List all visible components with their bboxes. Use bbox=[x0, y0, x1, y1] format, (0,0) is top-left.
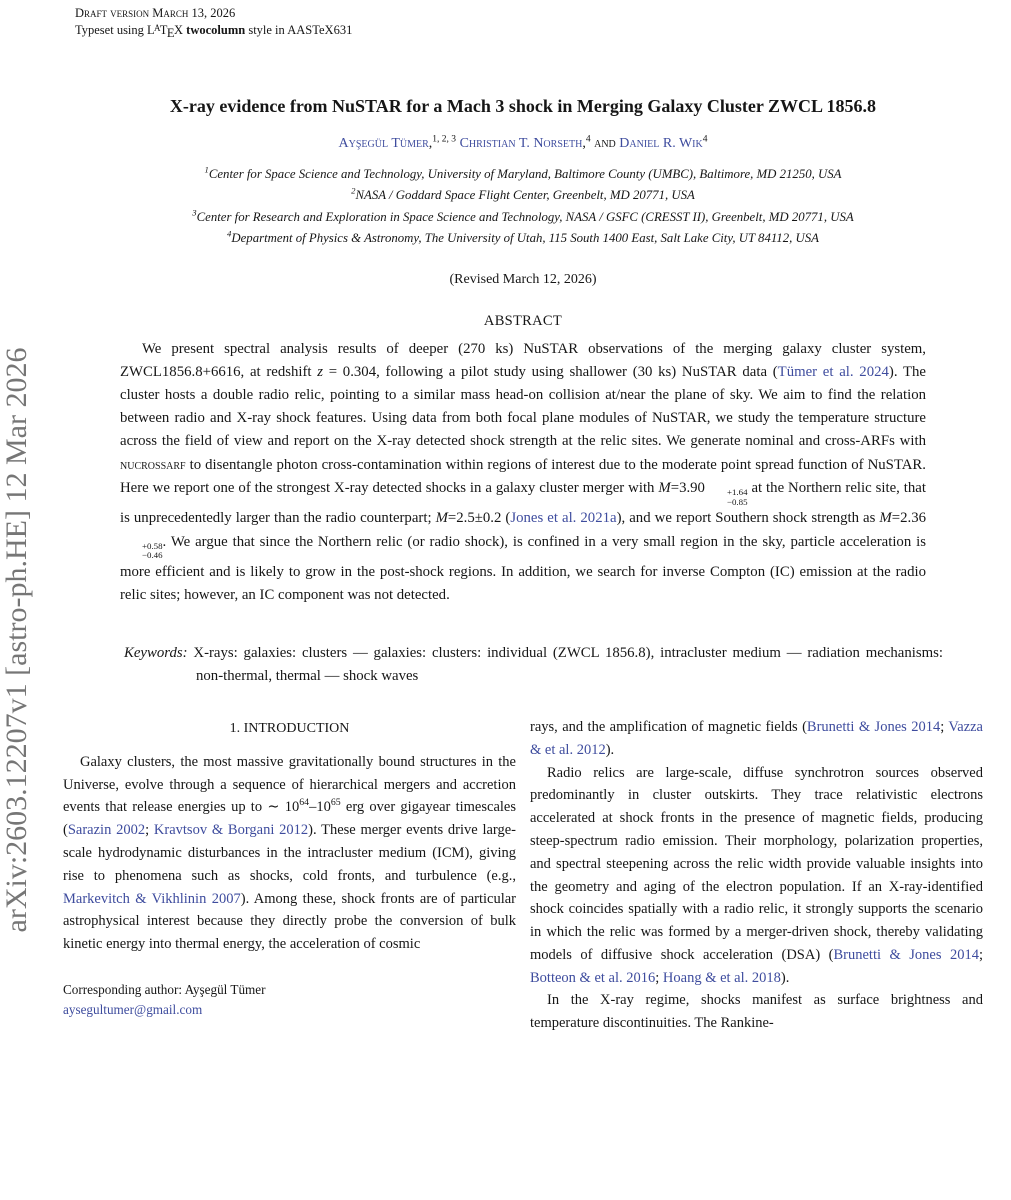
affiliation: $^4$Department of Physics & Astronomy, The University of Utah, 115 South 1400 East, Salt Lake City, UT 84112, USA bbox=[227, 228, 819, 245]
keywords-text: X-rays: galaxies: clusters — galaxies: clusters: individual (ZWCL 1856.8), intracluster medium — radiation mechanisms: non-thermal, thermal — shock waves bbox=[187, 644, 943, 684]
author-link-wik[interactable]: Daniel R. Wik bbox=[619, 135, 703, 151]
revised-date: (Revised March 12, 2026) bbox=[449, 271, 597, 287]
author-list: Ayşegül Tümer,$^{1, 2, 3}$ Christian T. Norseth,$^4$ and Daniel R. Wik$^4$ bbox=[338, 133, 708, 151]
email-link[interactable]: aysegultumer@gmail.com bbox=[63, 1001, 203, 1017]
citation-link[interactable]: Hoang & et al. 2018 bbox=[662, 969, 781, 986]
two-column-body bbox=[63, 716, 983, 1035]
column-left bbox=[63, 716, 516, 1035]
abstract-text: We present spectral analysis results of deeper (270 ks) NuSTAR observations of the merging galaxy cluster system, ZWCL1856.8+6616, at redshift z = 0.304, following a pilot study using shallower (30 ks) NuSTAR data (Tümer et al. 2024). The cluster hosts a double radio relic, pointing to a similar mass head-on collision at/near the plane of sky. We aim to find the relation between radio and X-ray shock features. Using data from both focal plane modules of NuSTAR, we study the temperature structure across the field of view and report on the X-ray detected shock strength at the relic sites. We generate nominal and cross-ARFs with nucrossarf to disentangle photon cross-contamination within regions of interest due to the moderate point spread function of NuSTAR. Here we report one of the strongest X-ray detected shocks in a galaxy cluster merger with M=3.90 +1.64 −0.85 at the Northern relic site, that is unprecedentedly larger than the radio counterpart; M=2.5±0.2 (Jones et al. 2021a), and we report Southern shock strength as M=2.36 +0.58 −0.46 . We argue that since the Northern relic (or radio shock), is confined in a very small region in the sky, particle acceleration is more efficient and is likely to grow in the post-shock regions. In addition, we search for inverse Compton (IC) emission at the radio relic sites; however, an IC component was not detected. bbox=[120, 340, 926, 604]
affiliation-list bbox=[63, 164, 983, 250]
citation-link[interactable]: Sarazin 2002 bbox=[67, 822, 146, 839]
keywords-label: Keywords: bbox=[124, 644, 188, 661]
citation-link[interactable]: Vazza & et al. 2012 bbox=[530, 718, 983, 758]
citation-link[interactable]: Botteon & et al. 2016 bbox=[530, 969, 656, 986]
citation-link[interactable]: Brunetti & Jones 2014 bbox=[833, 946, 979, 963]
draft-header bbox=[75, 5, 983, 42]
intro-paragraph-right-3: In the X-ray regime, shocks manifest as surface brightness and temperature discontinuities. The Rankine- bbox=[530, 992, 983, 1032]
paper-title: X-ray evidence from NuSTAR for a Mach 3 shock in Merging Galaxy Cluster ZWCL 1856.8 bbox=[169, 95, 877, 116]
author-link-norseth[interactable]: Christian T. Norseth bbox=[459, 135, 583, 151]
author-link-tumer[interactable]: Ayşegül Tümer bbox=[338, 135, 429, 151]
column-right bbox=[530, 716, 983, 1035]
paper-content bbox=[63, 0, 983, 1035]
typeset-line: Typeset using $L^ATEX$ twocolumn style in AASTeX631 bbox=[75, 22, 353, 40]
citation-link[interactable]: Kravtsov & Borgani 2012 bbox=[153, 822, 309, 839]
keywords-block bbox=[124, 642, 943, 688]
citation-link[interactable]: Brunetti & Jones 2014 bbox=[806, 718, 941, 735]
draft-version-line: Draft version March 13, 2026 bbox=[75, 6, 236, 20]
footnote bbox=[63, 980, 516, 1020]
corresponding-author: Corresponding author: Ayşegül Tümer bbox=[63, 981, 266, 997]
affiliation: $^3$Center for Research and Exploration in Space Science and Technology, NASA / GSFC (CRESST II), Greenbelt, MD 20771, USA bbox=[192, 207, 854, 224]
citation-link[interactable]: Tümer et al. 2024 bbox=[777, 363, 889, 380]
intro-paragraph-left: Galaxy clusters, the most massive gravitationally bound structures in the Universe, evolve through a sequence of hierarchical mergers and accretion events that release energies up to ∼ $10^{64}-10^{65}$ erg over gigayear timescales (Sarazin 2002; Kravtsov & Borgani 2012). These merger events drive large-scale hydrodynamic disturbances in the intracluster medium (ICM), giving rise to phenomena such as shocks, cold fronts, and turbulence (e.g., Markevitch & Vikhlinin 2007). Among these, shock fronts are of particular astrophysical interest because they directly probe the conversion of bulk kinetic energy into thermal energy, the acceleration of cosmic bbox=[63, 753, 517, 953]
affiliation: $^1$Center for Space Science and Technology, University of Maryland, Baltimore County (UMBC), Baltimore, MD 21250, USA bbox=[204, 164, 842, 181]
citation-link[interactable]: Jones et al. 2021a bbox=[510, 510, 617, 527]
intro-paragraph-right-2: Radio relics are large-scale, diffuse synchrotron sources observed predominantly in cluster outskirts. They trace relativistic electrons accelerated at shock fronts in the presence of magnetic fields, producing steep-spectrum radio emission. Their morphology, polarization properties, and spectral steepening across the relic width provide valuable insights into the geometry and aging of the electron population. If an X-ray-identified shock coincides spatially with a radio relic, it strongly supports the scenario in which the relic was formed by a merger-driven shock, thereby validating models of diffusive shock acceleration (DSA) (Brunetti & Jones 2014; Botteon & et al. 2016; Hoang & et al. 2018). bbox=[530, 764, 983, 986]
abstract-heading: ABSTRACT bbox=[483, 312, 563, 329]
math-uncertainty: +0.58 −0.46 bbox=[142, 540, 163, 561]
citation-link[interactable]: Markevitch & Vikhlinin 2007 bbox=[63, 890, 241, 907]
math-uncertainty: +1.64 −0.85 bbox=[726, 486, 748, 507]
affiliation: $^2$NASA / Goddard Space Flight Center, Greenbelt, MD 20771, USA bbox=[351, 185, 695, 202]
arxiv-banner: arXiv:2603.12207v1 [astro-ph.HE] 12 Mar 2026 bbox=[0, 347, 33, 933]
section-heading-introduction: 1. INTRODUCTION bbox=[229, 720, 350, 736]
intro-paragraph-right-1: rays, and the amplification of magnetic fields (Brunetti & Jones 2014; Vazza & et al. 2012). bbox=[530, 718, 983, 758]
